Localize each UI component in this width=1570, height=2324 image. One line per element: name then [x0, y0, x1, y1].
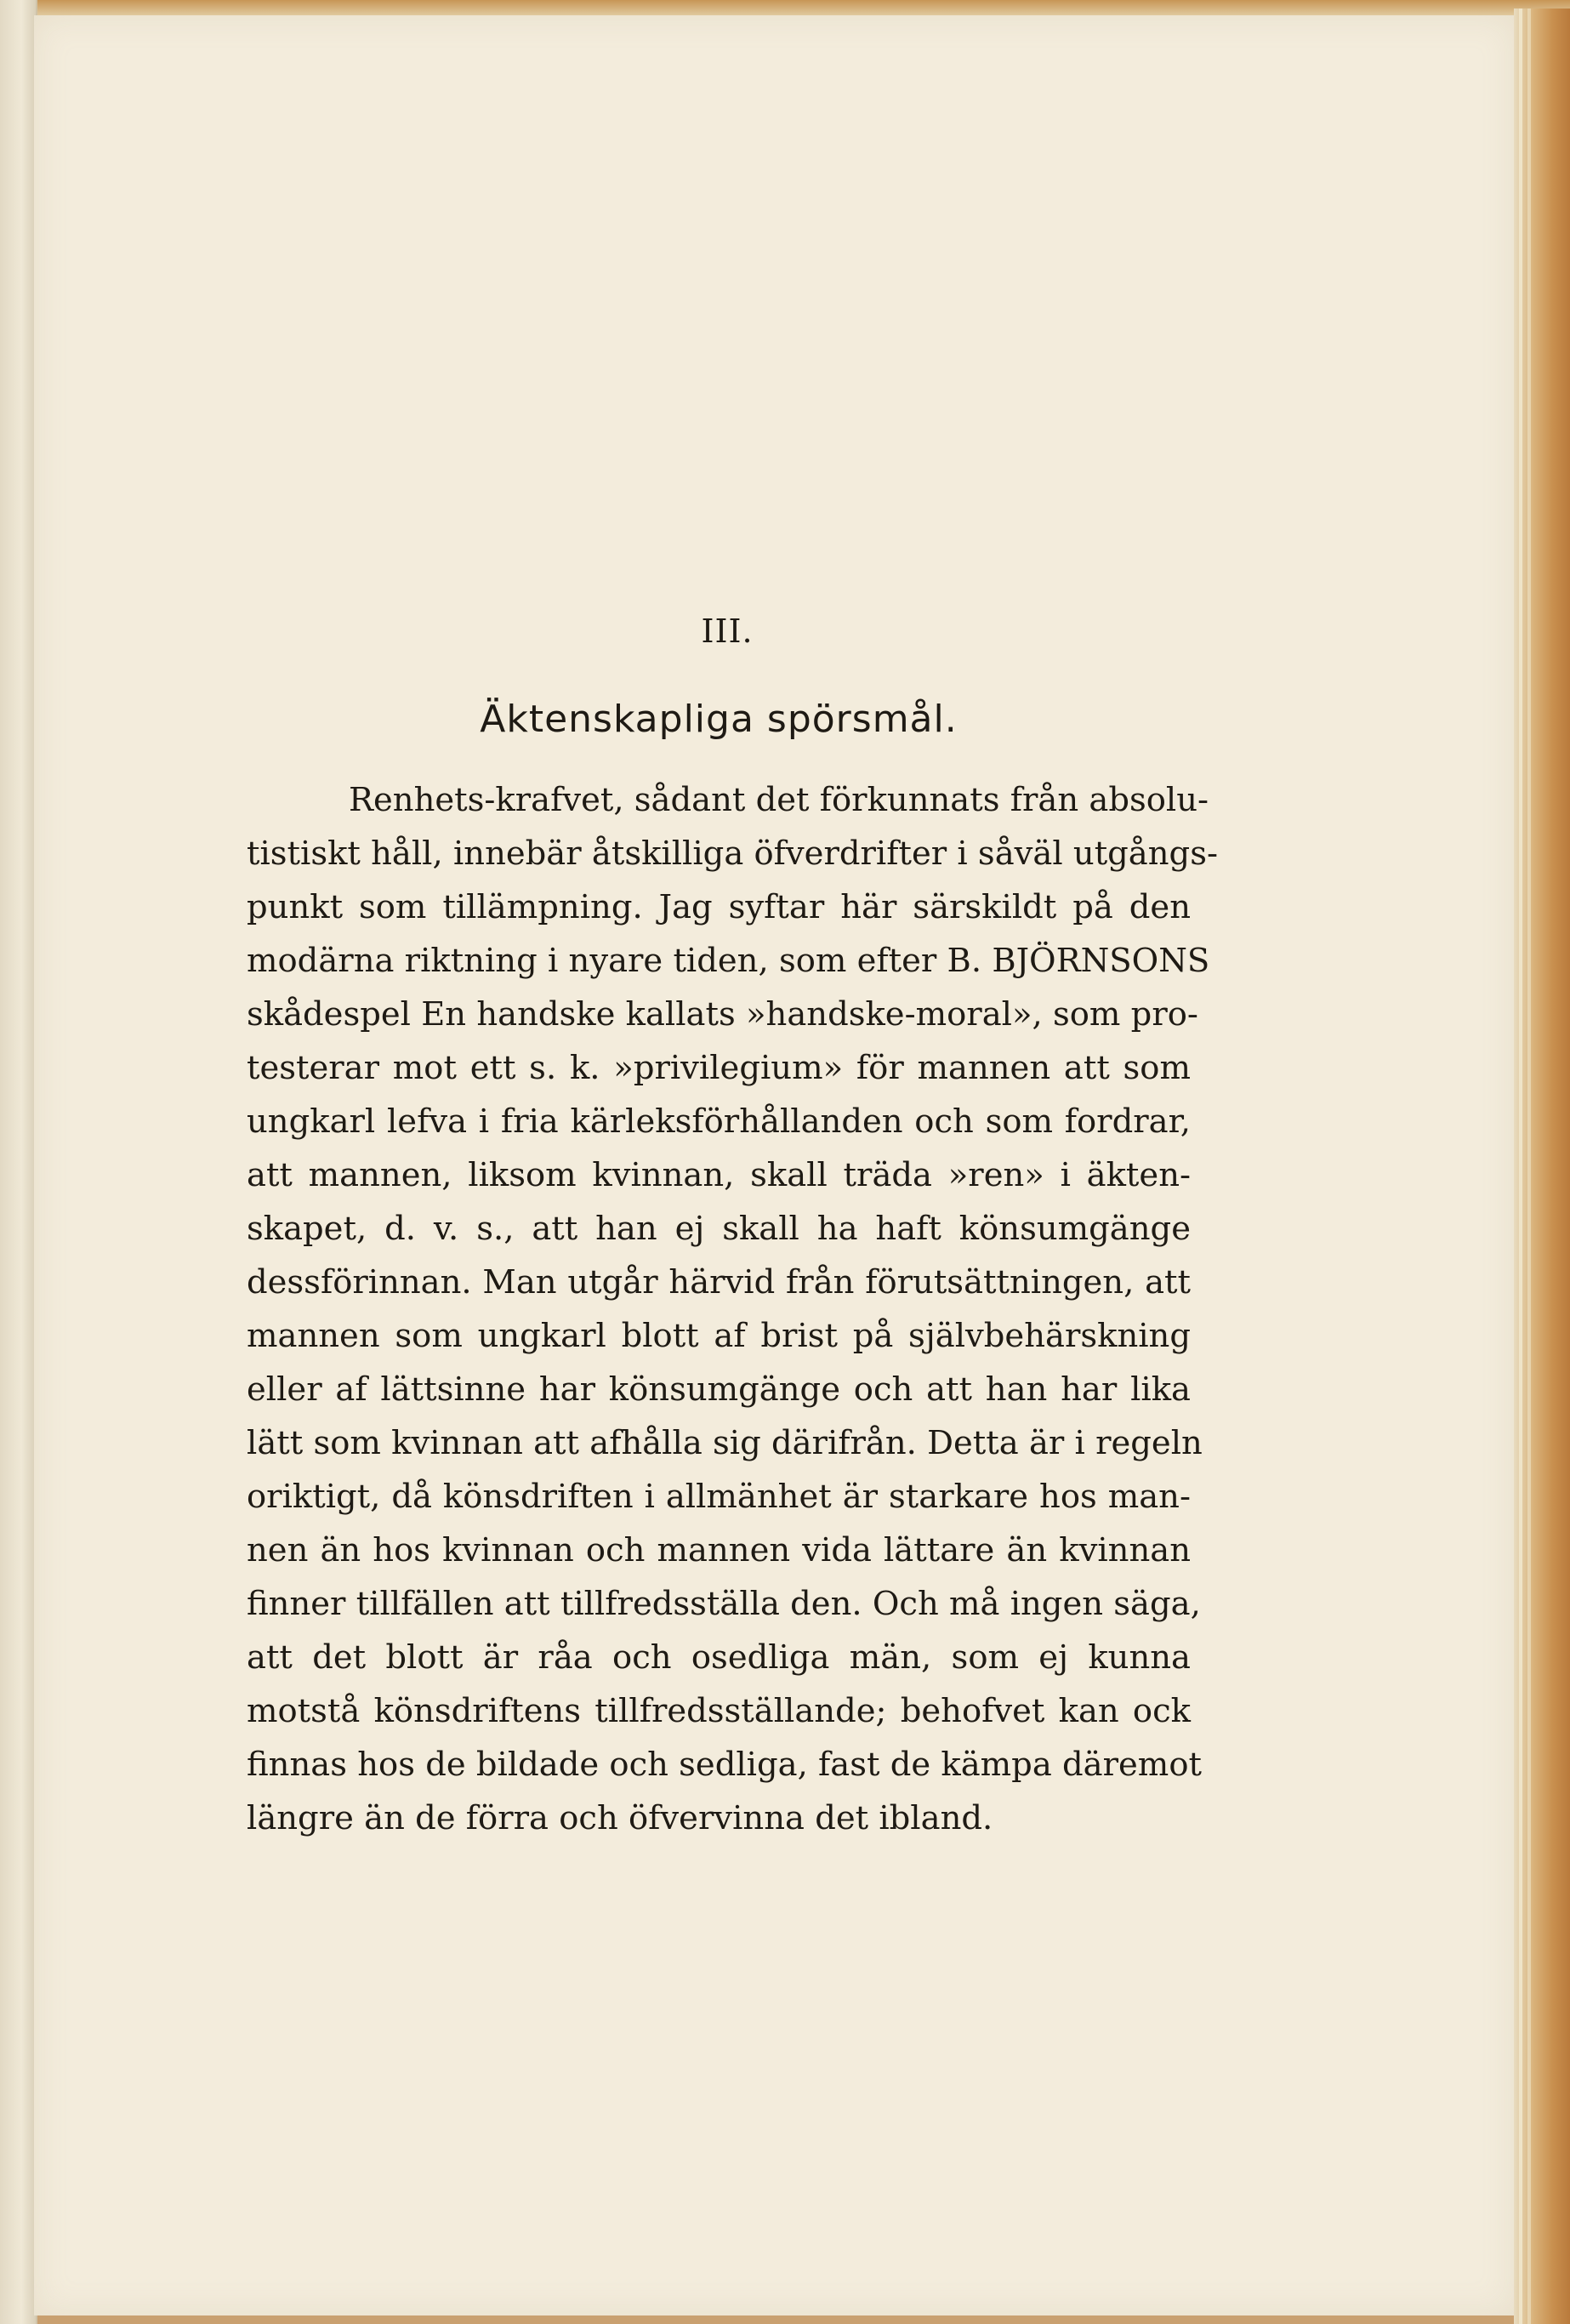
text-line: modärna riktning i nyare tiden, som efter B. BJÖRNSONS	[247, 942, 1210, 980]
page-top-edge	[34, 0, 1570, 17]
chapter-numeral: III.	[701, 612, 754, 650]
text-line: motstå könsdriftens tillfredsställande; behofvet kan ock	[247, 1692, 1191, 1730]
text-line: dessförinnan. Man utgår härvid från förutsättningen, att	[247, 1263, 1191, 1302]
text-line: nen än hos kvinnan och mannen vida lättare än kvinnan	[247, 1531, 1191, 1569]
text-line: eller af lättsinne har könsumgänge och att han har lika	[247, 1370, 1191, 1409]
sheet-edge	[1519, 9, 1522, 2324]
text-line: testerar mot ett s. k. »privilegium» för mannen att som	[247, 1049, 1191, 1087]
text-line: finnas hos de bildade och sedliga, fast de kämpa däremot	[247, 1746, 1202, 1784]
text-line: längre än de förra och öfvervinna det ibland.	[247, 1799, 993, 1837]
text-line: skapet, d. v. s., att han ej skall ha haft könsumgänge	[247, 1210, 1191, 1248]
text-line: lätt som kvinnan att afhålla sig därifrån. Detta är i regeln	[247, 1424, 1203, 1462]
text-line: att mannen, liksom kvinnan, skall träda »ren» i äkten-	[247, 1156, 1191, 1194]
text-line: finner tillfällen att tillfredsställa den. Och må ingen säga,	[247, 1585, 1201, 1623]
text-line: oriktigt, då könsdriften i allmänhet är starkare hos man-	[247, 1478, 1191, 1516]
text-line: att det blott är råa och osedliga män, som ej kunna	[247, 1638, 1191, 1677]
chapter-title: Äktenskapliga spörsmål.	[480, 698, 958, 741]
text-line: tistiskt håll, innebär åtskilliga öfverdrifter i såväl utgångs-	[247, 834, 1218, 873]
text-line: ungkarl lefva i fria kärleksförhållanden och som fordrar,	[247, 1102, 1191, 1141]
page-fore-edge	[1514, 9, 1570, 2324]
text-line: Renhets-krafvet, sådant det förkunnats från absolu-	[349, 781, 1209, 819]
text-line: skådespel En handske kallats »handske-moral», som pro-	[247, 995, 1198, 1034]
text-line: punkt som tillämpning. Jag syftar här särskildt på den	[247, 888, 1191, 926]
text-block	[247, 612, 1218, 1845]
body-paragraph	[247, 773, 1218, 1845]
facing-page-edge	[0, 0, 37, 2324]
text-line: mannen som ungkarl blott af brist på självbehärskning	[247, 1317, 1191, 1355]
sheet-edge	[1527, 9, 1531, 2324]
